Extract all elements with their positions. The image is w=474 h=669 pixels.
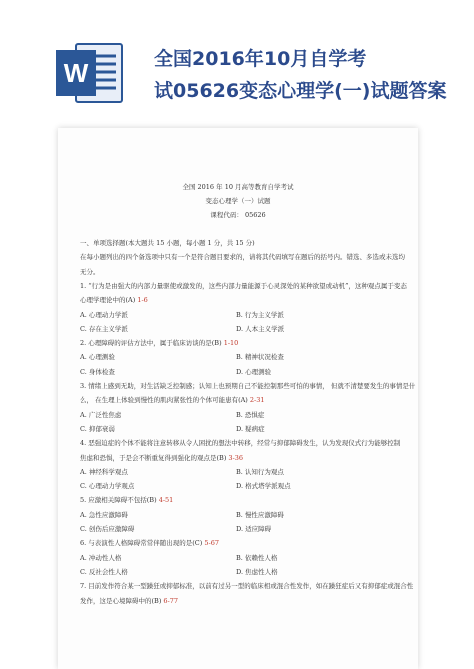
doc-line-text: C. 反社会性人格 — [80, 567, 128, 576]
doc-line — [80, 252, 405, 262]
doc-line-text: A. 广泛性焦虑 — [80, 410, 122, 419]
doc-line-text: 4. 恶强迫症的个体不能将注意转移从令人困扰的想法中转移，经常与抑郁障碍发生，认为发现仪式行为能够控制 — [80, 439, 401, 448]
doc-line-answer-ref: 3-36 — [228, 453, 244, 462]
doc-line-text: 发作，这是心境障碍中的(B) — [80, 596, 164, 605]
doc-line-answer-ref: 2-31 — [249, 396, 265, 405]
doc-line — [80, 310, 128, 320]
doc-line-answer-ref: 6-77 — [163, 596, 179, 605]
doc-line — [80, 352, 115, 362]
doc-line — [80, 538, 219, 548]
doc-line-text: A. 冲动性人格 — [80, 553, 122, 562]
doc-line — [80, 338, 238, 348]
doc-line — [80, 324, 128, 334]
doc-line — [80, 567, 128, 577]
doc-line-text: C. 身体检查 — [80, 367, 115, 376]
doc-line-text: A. 心理测验 — [80, 353, 115, 362]
doc-line — [80, 381, 415, 391]
doc-header-exam: 全国 2016 年 10 月高等教育自学考试 — [182, 183, 294, 191]
doc-line-answer-ref: 1-6 — [137, 296, 148, 305]
doc-line — [80, 596, 178, 606]
doc-line — [80, 581, 413, 591]
svg-text:W: W — [63, 58, 89, 88]
banner — [0, 0, 474, 124]
doc-line-text: A. 心理动力学派 — [80, 310, 128, 319]
doc-line-text: 在每小题列出的四个备选项中只有一个是符合题目要求的，请将其代码填写在题后的括号内。错选、多选或未选均 — [80, 253, 405, 262]
doc-line-option-right: B. 认知行为观点 — [236, 467, 284, 476]
doc-line-text: 7. 目前发作符合某一型躁狂或抑郁标准，以前有过另一型的临床相或混合性发作，如在躁狂症后又有抑郁症或混合性 — [80, 582, 414, 591]
doc-line — [80, 267, 100, 277]
doc-line-option-right: D. 焦虑性人格 — [236, 567, 278, 576]
doc-line-text: 6. 与表演性人格障碍常常伴随出现的是(C) — [80, 539, 205, 548]
doc-line — [80, 238, 255, 248]
document-page — [58, 128, 418, 669]
doc-line-text: A. 神经科学观点 — [80, 467, 128, 476]
doc-line-option-right: B. 慢性应激障碍 — [236, 510, 284, 519]
doc-line-answer-ref: 4-51 — [158, 496, 174, 505]
doc-line-answer-ref: 5-67 — [204, 539, 219, 548]
doc-line — [80, 410, 121, 420]
doc-line-text: 3. 情绪上感到无助，对生活缺乏控制感；认知上也预期自己不能控制那些可怕的事情， 但就不清楚要发生的事情是什 — [80, 382, 416, 390]
doc-line-option-right: D. 适应障碍 — [236, 525, 272, 533]
doc-line-text: 5. 应激相关障碍不包括(B) — [80, 496, 159, 505]
doc-line — [80, 424, 115, 434]
doc-line-text: C. 抑郁衰弱 — [80, 424, 115, 433]
doc-line-option-right: B. 行为主义学派 — [236, 310, 284, 319]
doc-line-text: 无分。 — [80, 267, 100, 276]
banner-title-line-2: 试05626变态心理学(一)试题答案 — [154, 80, 447, 102]
doc-header-code: 课程代码： 05626 — [210, 211, 266, 219]
doc-line — [80, 467, 128, 477]
doc-line — [80, 395, 265, 405]
doc-line — [80, 453, 243, 463]
doc-line-text: 焦虑和恐惧，于是会不断重复得到强化的观点是(B) — [80, 453, 229, 462]
doc-line — [80, 481, 134, 491]
doc-line-text: C. 心理动力学观点 — [80, 482, 135, 491]
doc-line-text: 2. 心理障碍的评估方法中，属于临床访谈的是(B) — [80, 339, 224, 348]
doc-line — [80, 524, 134, 534]
doc-line-text: A. 急性应激障碍 — [80, 510, 128, 519]
doc-line-option-right: D. 格式塔学派观点 — [236, 482, 291, 491]
doc-line — [80, 367, 115, 377]
word-doc-icon — [54, 40, 124, 106]
doc-line — [80, 438, 400, 448]
doc-line-option-right: D. 疑病症 — [236, 424, 265, 433]
doc-line-text: C. 创伤后应激障碍 — [80, 525, 135, 533]
doc-line — [80, 281, 407, 291]
doc-line-option-right: D. 人本主义学派 — [236, 324, 285, 333]
doc-line — [80, 495, 173, 505]
doc-line-text: 一、单项选择题(本大题共 15 小题，每小题 1 分，共 15 分) — [80, 239, 255, 247]
doc-line — [80, 553, 121, 563]
doc-line-option-right: B. 精神状况检查 — [236, 353, 284, 362]
banner-title-line-1: 全国2016年10月自学考 — [154, 48, 367, 70]
doc-line — [80, 295, 148, 305]
doc-line-option-right: B. 恐惧症 — [236, 410, 265, 419]
doc-line-text: C. 存在主义学派 — [80, 324, 128, 333]
doc-line-option-right: B. 依赖性人格 — [236, 553, 278, 562]
doc-line-text: 么， 在生理上体验到慢性的肌肉紧张性的个体可能患有(A) — [80, 396, 250, 405]
doc-header-subject: 变态心理学（一）试题 — [205, 197, 271, 205]
doc-line-text: 1. “行为是由强大的内部力量驱使或激发的，这些内部力量能源于心灵深处的某种欲望或动机”，这种观点属于变态 — [80, 281, 407, 290]
doc-line-option-right: D. 心理测验 — [236, 367, 272, 376]
doc-line-answer-ref: 1-10 — [223, 339, 239, 348]
doc-line-text: 心理学理论中的(A) — [80, 296, 138, 305]
doc-line — [80, 510, 128, 520]
